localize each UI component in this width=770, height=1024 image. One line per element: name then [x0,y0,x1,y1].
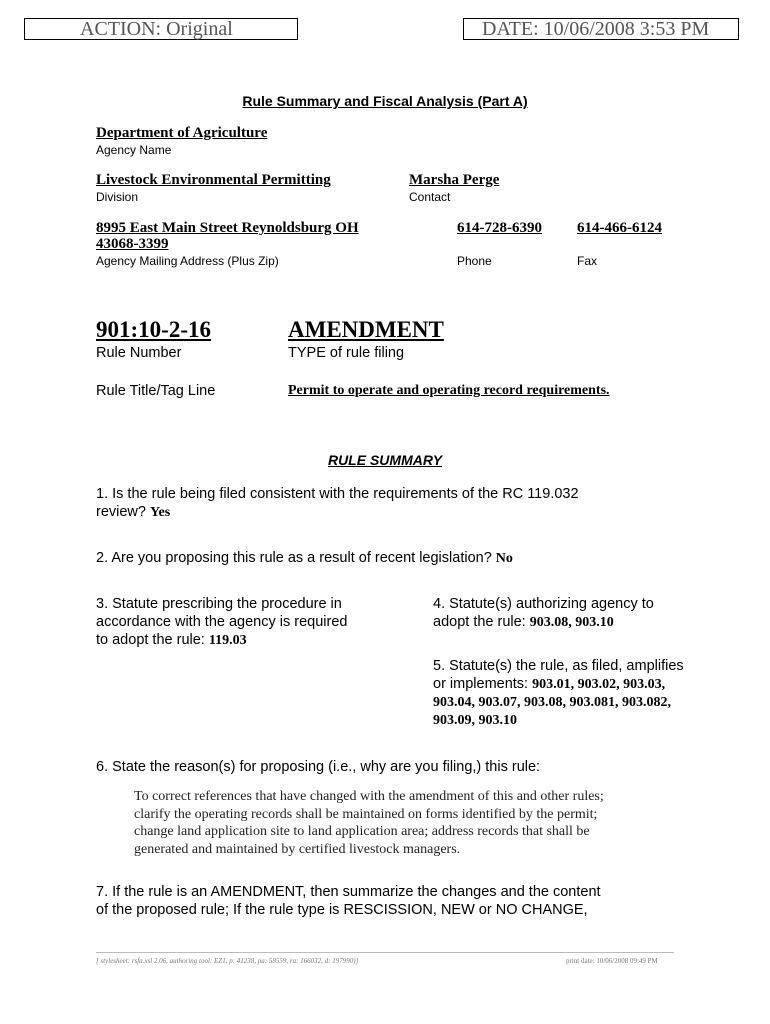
question-1-line1: 1. Is the rule being filed consistent with the requirements of the RC 119.032 [96,486,579,502]
question-5-line2: or implements: 903.01, 903.02, 903.03, [433,676,666,692]
address-line2: 43068-3399 [96,236,169,252]
phone-label: Phone [457,254,492,268]
date-box [463,18,739,40]
question-6-reason [134,788,604,858]
reason-line-2: clarify the operating records shall be maintained on forms identified by the permit; [134,806,598,822]
question-1-line2: review? Yes [96,504,171,520]
reason-line-1: To correct references that have changed with the amendment of this and other rules; [134,789,604,804]
address-line1: 8995 East Main Street Reynoldsburg OH [96,220,359,236]
question-5-answer-2: 903.04, 903.07, 903.08, 903.081, 903.082, [433,695,671,710]
question-5-line1: 5. Statute(s) the rule, as filed, amplifies [433,658,684,674]
question-4-answer: 903.08, 903.10 [529,615,614,630]
question-1-answer: Yes [150,505,171,520]
agency-name-label: Agency Name [96,143,172,157]
question-2-text: 2. Are you proposing this rule as a result of recent legislation? [96,550,492,566]
page-title: Rule Summary and Fiscal Analysis (Part A) [242,93,528,109]
question-6: 6. State the reason(s) for proposing (i.e., why are you filing,) this rule: [96,759,541,775]
contact-label: Contact [409,190,451,204]
question-7 [96,883,601,919]
question-3-line3: to adopt the rule: 119.03 [96,632,247,648]
rule-number-label: Rule Number [96,345,182,361]
reason-line-3: change land application site to land application area; address records that shall be [134,824,590,839]
question-5-answer-1: 903.01, 903.02, 903.03, [532,677,666,692]
rule-title-value: Permit to operate and operating record requirements. [288,383,610,398]
question-5 [433,657,684,730]
question-3-line2: accordance with the agency is required [96,614,348,630]
question-5-answer-3: 903.09, 903.10 [433,713,517,728]
question-3-line1: 3. Statute prescribing the procedure in [96,596,342,612]
question-4-line2: adopt the rule: 903.08, 903.10 [433,614,614,630]
rule-title-label: Rule Title/Tag Line [96,383,216,399]
action-text: ACTION: Original [80,18,233,40]
reason-line-4: generated and maintained by certified livestock managers. [134,841,461,857]
footer-divider [96,952,674,953]
footer-stylesheet-info: [ stylesheet: rsfa.xsl 2.06, authoring tool: EZ1, p: 41238, pa: 58559, ra: 166032, d: 197990)] [96,957,359,965]
question-2-answer: No [495,551,513,566]
filing-type-label: TYPE of rule filing [288,345,405,361]
question-1 [96,485,579,522]
fax-value: 614-466-6124 [577,220,662,236]
phone-value: 614-728-6390 [457,220,542,236]
agency-name-value: Department of Agriculture [96,125,268,141]
division-value: Livestock Environmental Permitting [96,172,331,188]
question-7-line1: 7. If the rule is an AMENDMENT, then summarize the changes and the content [96,884,601,900]
action-box [24,18,298,40]
filing-type-value: AMENDMENT [288,317,444,342]
question-3 [96,595,347,650]
question-7-line2: of the proposed rule; If the rule type is RESCISSION, NEW or NO CHANGE, [96,902,588,918]
footer-print-date: print date: 10/06/2008 09:49 PM [566,957,658,965]
rule-summary-heading: RULE SUMMARY [327,452,443,468]
division-label: Division [96,190,139,204]
question-2 [96,549,513,568]
date-text: DATE: 10/06/2008 3:53 PM [482,18,710,40]
contact-value: Marsha Perge [409,172,500,188]
question-4-line1: 4. Statute(s) authorizing agency to [433,596,654,612]
question-3-answer: 119.03 [208,633,247,648]
address-label: Agency Mailing Address (Plus Zip) [96,254,279,268]
question-4 [433,595,654,632]
fax-label: Fax [577,254,598,268]
rule-number-value: 901:10-2-16 [96,317,211,342]
